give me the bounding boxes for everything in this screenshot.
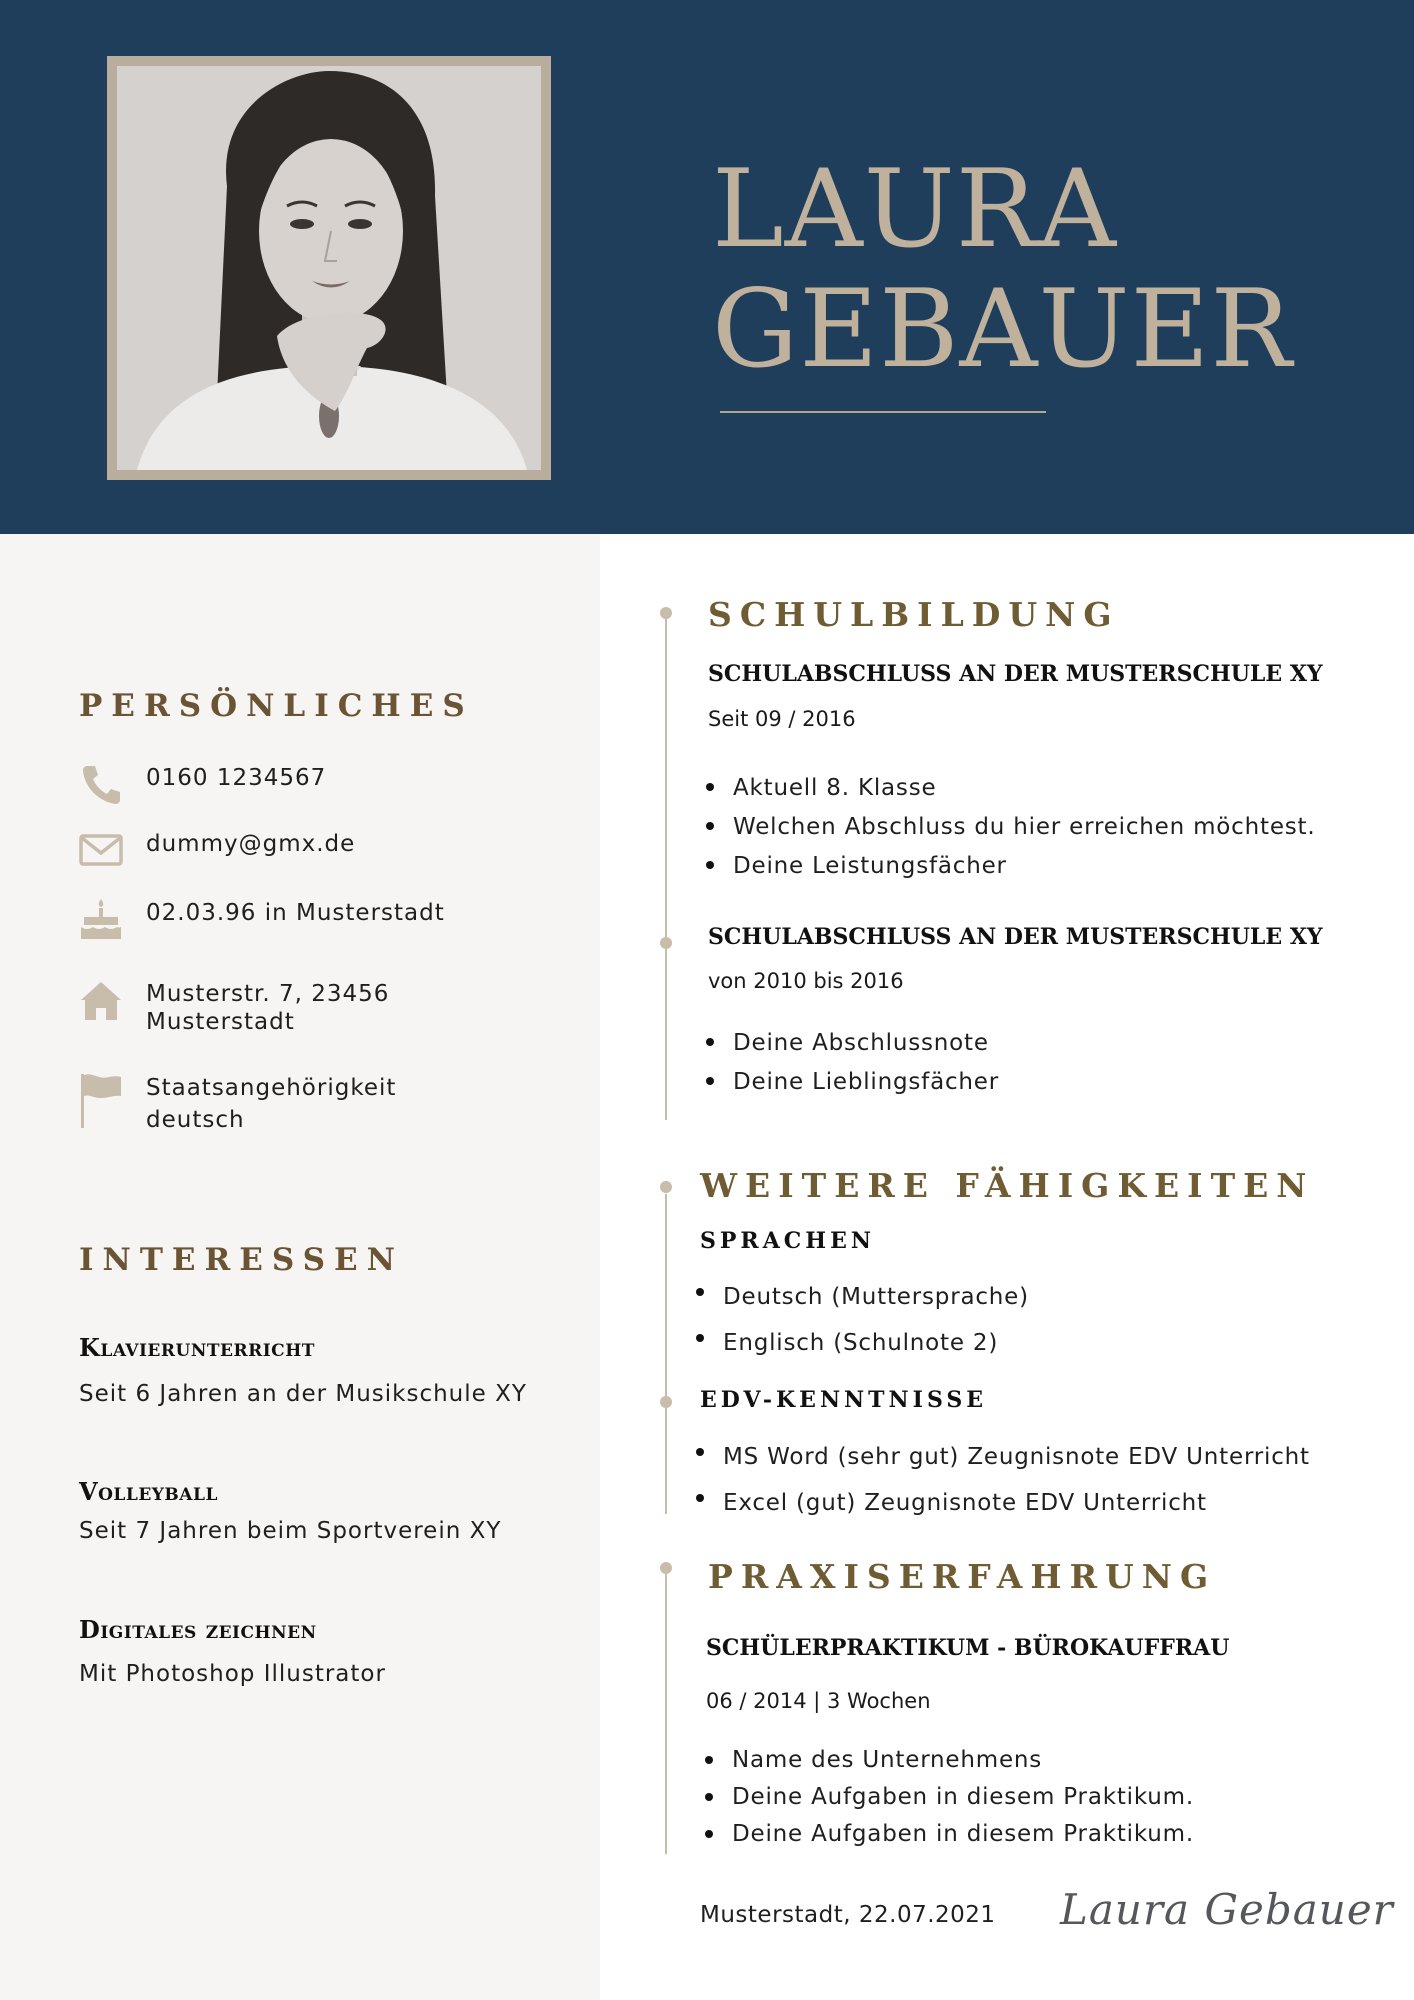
nationality-value: deutsch: [146, 1107, 245, 1133]
languages-title: SPRACHEN: [700, 1228, 875, 1254]
place-date: Musterstadt, 22.07.2021: [700, 1902, 996, 1928]
it-skills-list: [694, 1434, 1310, 1526]
education-bullets: [704, 1024, 999, 1102]
list-item: Deine Leistungsfächer: [704, 847, 1316, 886]
timeline-line: [665, 1194, 667, 1514]
timeline-dot: [660, 1562, 672, 1574]
timeline-dot: [660, 607, 672, 619]
list-item: MS Word (sehr gut) Zeugnisnote EDV Unterricht: [694, 1434, 1310, 1480]
timeline-line: [665, 614, 667, 1120]
header-banner: [0, 0, 1414, 534]
education-school: SCHULABSCHLUSS AN DER MUSTERSCHULE XY: [708, 924, 1323, 950]
interest-desc: Mit Photoshop Illustrator: [79, 1661, 386, 1687]
list-item: Deine Aufgaben in diesem Praktikum.: [703, 1816, 1194, 1853]
list-item: Aktuell 8. Klasse: [704, 769, 1316, 808]
experience-period: 06 / 2014 | 3 Wochen: [706, 1689, 931, 1713]
interest-desc: Seit 7 Jahren beim Sportverein XY: [79, 1518, 502, 1544]
profile-photo-frame: [107, 56, 551, 480]
timeline-dot: [660, 1396, 672, 1408]
experience-role: SCHÜLERPRAKTIKUM - BÜROKAUFFRAU: [706, 1635, 1230, 1661]
list-item: Deine Abschlussnote: [704, 1024, 999, 1063]
nationality-label: Staatsangehörigkeit: [146, 1075, 397, 1101]
list-item: Deine Aufgaben in diesem Praktikum.: [703, 1779, 1194, 1816]
last-name: GEBAUER: [712, 267, 1293, 392]
birthday-cake-icon: [79, 897, 123, 941]
list-item: Welchen Abschluss du hier erreichen möchtest.: [704, 808, 1316, 847]
name-divider: [720, 411, 1046, 413]
list-item: Deutsch (Muttersprache): [694, 1274, 1029, 1320]
phone-icon: [79, 762, 123, 806]
timeline-dot: [660, 1181, 672, 1193]
languages-list: [694, 1274, 1029, 1366]
timeline-line: [665, 1574, 667, 1854]
timeline-dot: [660, 937, 672, 949]
personal-section-title: PERSÖNLICHES: [79, 688, 474, 724]
education-section-title: SCHULBILDUNG: [708, 595, 1120, 634]
experience-bullets: [703, 1742, 1194, 1853]
experience-section-title: PRAXISERFAHRUNG: [708, 1557, 1217, 1596]
phone-text: 0160 1234567: [146, 765, 327, 791]
education-school: SCHULABSCHLUSS AN DER MUSTERSCHULE XY: [708, 661, 1323, 687]
list-item: Name des Unternehmens: [703, 1742, 1194, 1779]
list-item: Englisch (Schulnote 2): [694, 1320, 1029, 1366]
first-name: LAURA: [712, 147, 1118, 272]
list-item: Excel (gut) Zeugnisnote EDV Unterricht: [694, 1480, 1310, 1526]
address-text: [146, 980, 389, 1036]
education-period: von 2010 bis 2016: [708, 969, 904, 993]
skills-section-title: WEITERE FÄHIGKEITEN: [700, 1166, 1315, 1205]
interest-desc: Seit 6 Jahren an der Musikschule XY: [79, 1381, 527, 1407]
education-bullets: [704, 769, 1316, 886]
list-item: Deine Lieblingsfächer: [704, 1063, 999, 1102]
full-name: [712, 147, 1293, 392]
interest-title: Digitales zeichnen: [79, 1615, 317, 1644]
interests-section-title: INTERESSEN: [79, 1242, 404, 1278]
home-icon: [79, 978, 123, 1022]
address-line1: Musterstr. 7, 23456: [146, 981, 390, 1007]
address-line2: Musterstadt: [146, 1009, 295, 1035]
mail-icon: [79, 828, 123, 872]
email-text: dummy@gmx.de: [146, 831, 356, 857]
nationality-text: [146, 1072, 396, 1136]
it-skills-title: EDV-KENNTNISSE: [700, 1387, 987, 1413]
interest-title: Klavierunterricht: [79, 1333, 315, 1362]
signature: Laura Gebauer: [1060, 1885, 1394, 1934]
profile-photo: [117, 66, 541, 470]
interest-title: Volleyball: [79, 1477, 218, 1506]
birthday-text: 02.03.96 in Musterstadt: [146, 900, 445, 926]
flag-icon: [79, 1070, 123, 1130]
education-period: Seit 09 / 2016: [708, 707, 856, 731]
